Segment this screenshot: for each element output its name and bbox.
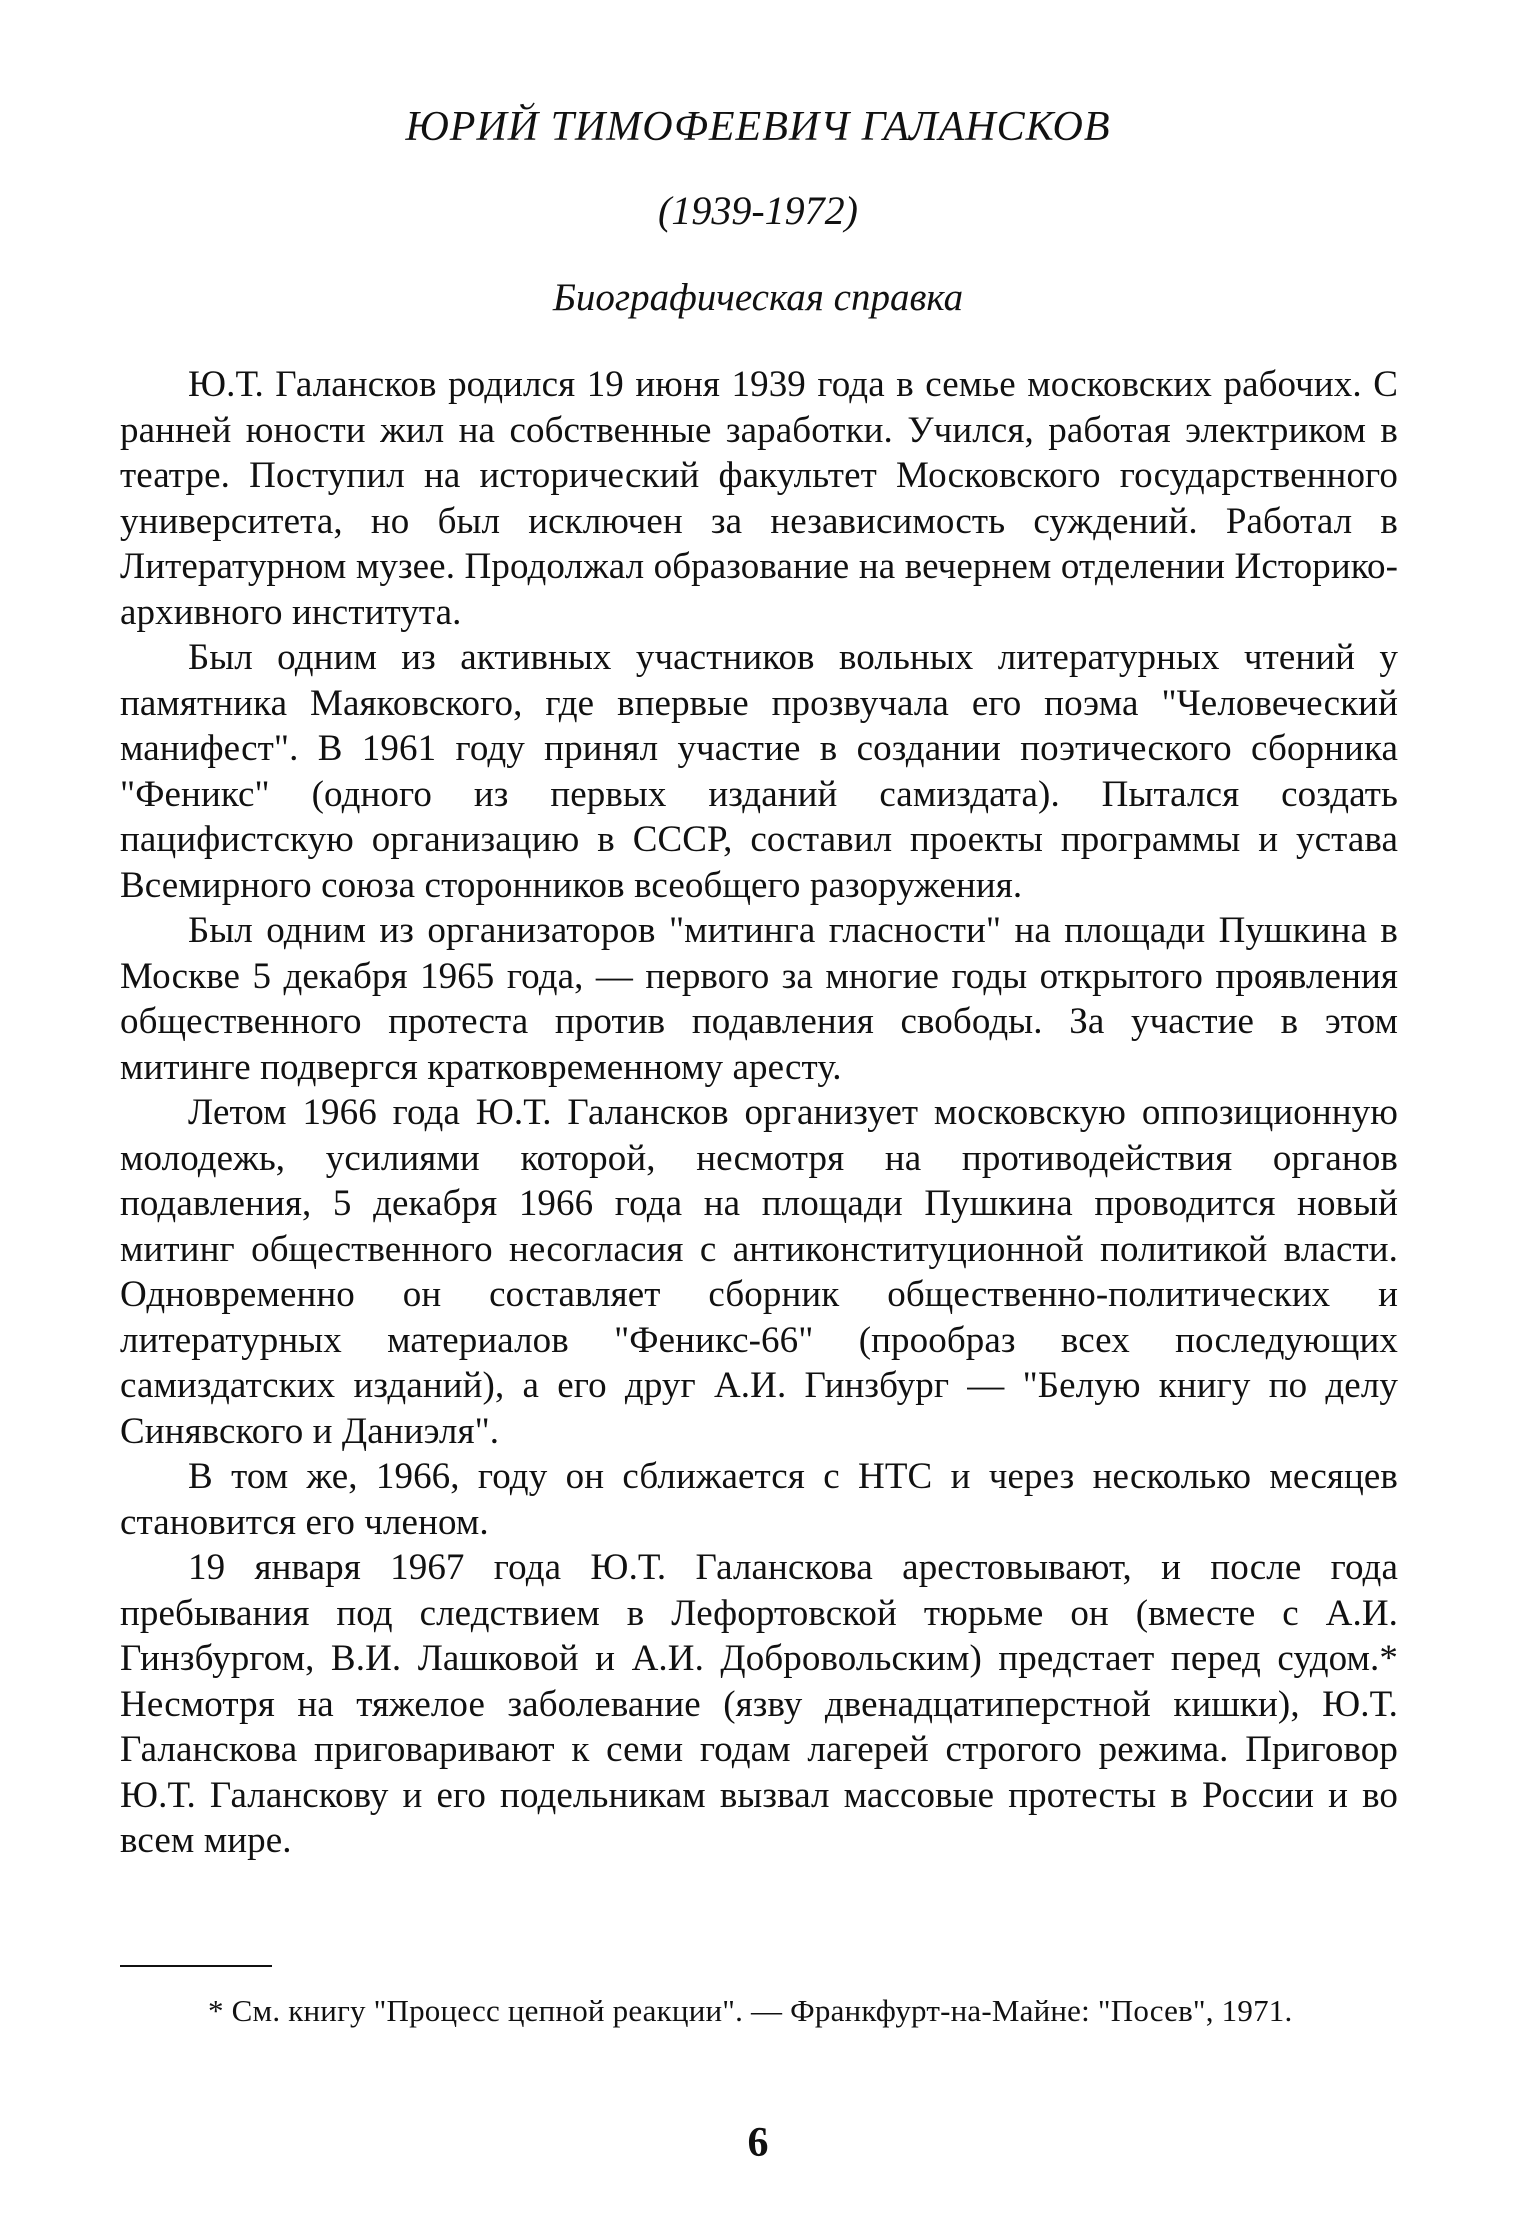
- footnote: * См. книгу "Процесс цепной реакции". — Франкфурт-на-Майне: "Посев", 1971.: [208, 1993, 1293, 2028]
- page-number: 6: [747, 2120, 769, 2166]
- page-title: ЮРИЙ ТИМОФЕЕВИЧ ГАЛАНСКОВ: [405, 104, 1111, 150]
- paragraph-glasnost-meeting: Был одним из организаторов "митинга гласности" на площади Пушкина в Москве 5 декабря 1965 года, — первого за многие годы открытого проявления общественного протеста против подавления свободы. За участие в этом митинге подвергся кратковременному аресту.: [120, 910, 1398, 1088]
- paragraph-nts: В том же, 1966, году он сближается с НТС и через несколько месяцев становится его членом.: [120, 1456, 1398, 1543]
- life-years: (1939-1972): [658, 188, 858, 233]
- paragraph-arrest-trial: 19 января 1967 года Ю.Т. Галанскова арестовывают, и после года пребывания под следствием в Лефортовской тюрьме он (вместе с А.И. Гинзбургом, В.И. Лашковой и А.И. Добровольским) предстает перед судом.* Несмотря на тяжелое заболевание (язву двенадцатиперстной кишки), Ю.Т. Галанскова приговаривают к семи годам лагерей строгого режима. Приговор Ю.Т. Галанскову и его подельникам вызвал массовые протесты в России и во всем мире.: [120, 1547, 1398, 1861]
- footnote-divider: [120, 1965, 272, 1967]
- paragraph-1966-opposition: Летом 1966 года Ю.Т. Галансков организует московскую оппозиционную молодежь, усилиями которой, несмотря на противодействия органов подавления, 5 декабря 1966 года на площади Пушкина проводится новый митинг общественного несогласия с антиконституционной политикой власти. Одновременно он составляет сборник общественно-политических и литературных материалов "Феникс-66" (прообраз всех последующих самиздатских изданий), а его друг А.И. Гинзбург — "Белую книгу по делу Синявского и Даниэля".: [120, 1092, 1398, 1452]
- paragraph-literary-readings: Был одним из активных участников вольных литературных чтений у памятника Маяковского, где впервые прозвучала его поэма "Человеческий манифест". В 1961 году принял участие в создании поэтического сборника "Феникс" (одного из первых изданий самиздата). Пытался создать пацифистскую организацию в СССР, составил проекты программы и устава Всемирного союза сторонников всеобщего разоружения.: [120, 637, 1398, 906]
- page-subtitle: Биографическая справка: [552, 276, 964, 319]
- body-text: [120, 362, 1398, 1864]
- paragraph-birth-education: Ю.Т. Галансков родился 19 июня 1939 года в семье московских рабочих. С ранней юности жил на собственные заработки. Учился, работая электриком в театре. Поступил на исторический факультет Московского государственного университета, но был исключен за независимость суждений. Работал в Литературном музее. Продолжал образование на вечернем отделении Историко-архивного института.: [120, 364, 1398, 633]
